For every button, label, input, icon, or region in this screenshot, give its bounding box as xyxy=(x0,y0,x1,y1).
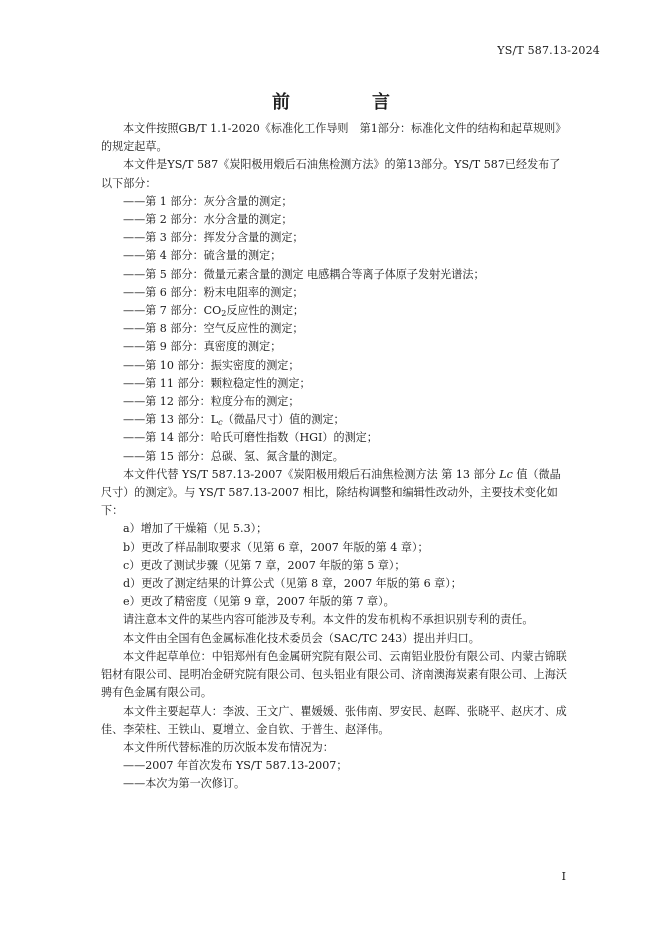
part-7-prefix: ——第 7 部分：CO xyxy=(123,304,222,318)
list-item: ——第 9 部分：真密度的测定； xyxy=(123,340,282,354)
intro-paragraph-1: 本文件按照GB/T 1.1-2020《标准化工作导则 第1部分：标准化文件的结构和起草规则》的规定起草。 xyxy=(101,122,567,154)
replacement-text-start: 本文件代替 YS/T 587.13-2007《炭阳极用煅后石油焦检测方法 第 13 部分 xyxy=(123,467,500,481)
list-item: ——第 15 部分：总碳、氢、氮含量的测定。 xyxy=(123,449,344,463)
list-item: ——第 14 部分：哈氏可磨性指数（HGI）的测定； xyxy=(123,431,378,445)
list-item: ——第 2 部分：水分含量的测定； xyxy=(123,213,293,227)
list-item: ——本次为第一次修订。 xyxy=(123,777,246,791)
history-intro: 本文件所代替标准的历次版本发布情况为： xyxy=(123,740,334,754)
list-item: ——第 12 部分：粒度分布的测定； xyxy=(123,395,300,409)
list-item: e）更改了精密度（见第 9 章，2007 年版的第 7 章）。 xyxy=(123,595,395,609)
part-7-suffix: 反应性的测定； xyxy=(226,304,305,318)
changes-list xyxy=(101,520,571,611)
committee-statement: 本文件由全国有色金属标准化技术委员会（SAC/TC 243）提出并归口。 xyxy=(123,631,480,645)
list-item xyxy=(101,411,571,429)
list-item: b）更改了样品制取要求（见第 6 章，2007 年版的第 4 章）； xyxy=(123,540,429,554)
list-item: ——第 10 部分：振实密度的测定； xyxy=(123,358,300,372)
part-13-subscript: c xyxy=(218,418,223,428)
drafting-units: 本文件起草单位：中铝郑州有色金属研究院有限公司、云南铝业股份有限公司、内蒙古锦联铝材有限公司、昆明冶金研究院有限公司、包头铝业有限公司、济南澳海炭素有限公司、上海沃骋有色金属有限公司。 xyxy=(101,649,567,700)
list-item: ——2007 年首次发布 YS/T 587.13-2007； xyxy=(123,759,348,773)
drafters: 本文件主要起草人：李波、王文广、瞿媛媛、张伟南、罗安民、赵晖、张晓平、赵庆才、成佳、李荣柱、王铁山、夏增立、金自钦、于普生、赵泽伟。 xyxy=(101,704,567,736)
part-7-subscript: 2 xyxy=(221,309,227,319)
list-item: a）增加了干燥箱（见 5.3）； xyxy=(123,522,268,536)
replacement-text-end: 值（微晶尺寸）的测定》。与 YS/T 587.13-2007 相比，除结构调整和编辑性改动外，主要技术变化如下： xyxy=(101,467,561,518)
document-number: YS/T 587.13-2024 xyxy=(497,44,600,57)
history-list xyxy=(101,757,571,793)
list-item: d）更改了测定结果的计算公式（见第 8 章，2007 年版的第 6 章）； xyxy=(123,577,462,591)
list-item: ——第 3 部分：挥发分含量的测定； xyxy=(123,231,304,245)
part-13-prefix: ——第 13 部分：L xyxy=(123,413,219,427)
list-item: ——第 11 部分：颗粒稳定性的测定； xyxy=(123,376,311,390)
list-item: ——第 4 部分：硫含量的测定； xyxy=(123,249,282,263)
list-item: ——第 5 部分：微量元素含量的测定 电感耦合等离子体原子发射光谱法； xyxy=(123,267,485,281)
patent-notice: 请注意本文件的某些内容可能涉及专利。本文件的发布机构不承担识别专利的责任。 xyxy=(123,613,534,627)
page-number: I xyxy=(561,870,566,883)
replacement-paragraph xyxy=(101,466,571,521)
intro-paragraph-2: 本文件是YS/T 587《炭阳极用煅后石油焦检测方法》的第13部分。YS/T 587已经发布了以下部分： xyxy=(101,158,561,190)
list-item xyxy=(101,302,571,320)
lc-symbol: Lc xyxy=(499,467,513,481)
part-13-suffix: （微晶尺寸）值的测定； xyxy=(222,413,345,427)
foreword-body xyxy=(101,120,571,794)
page-title: 前 言 xyxy=(272,92,422,113)
list-item: ——第 1 部分：灰分含量的测定； xyxy=(123,194,293,208)
list-item: ——第 8 部分：空气反应性的测定； xyxy=(123,322,304,336)
list-item: ——第 6 部分：粉末电阻率的测定； xyxy=(123,285,304,299)
parts-list xyxy=(101,193,571,466)
list-item: c）更改了测试步骤（见第 7 章，2007 年版的第 5 章）； xyxy=(123,558,406,572)
